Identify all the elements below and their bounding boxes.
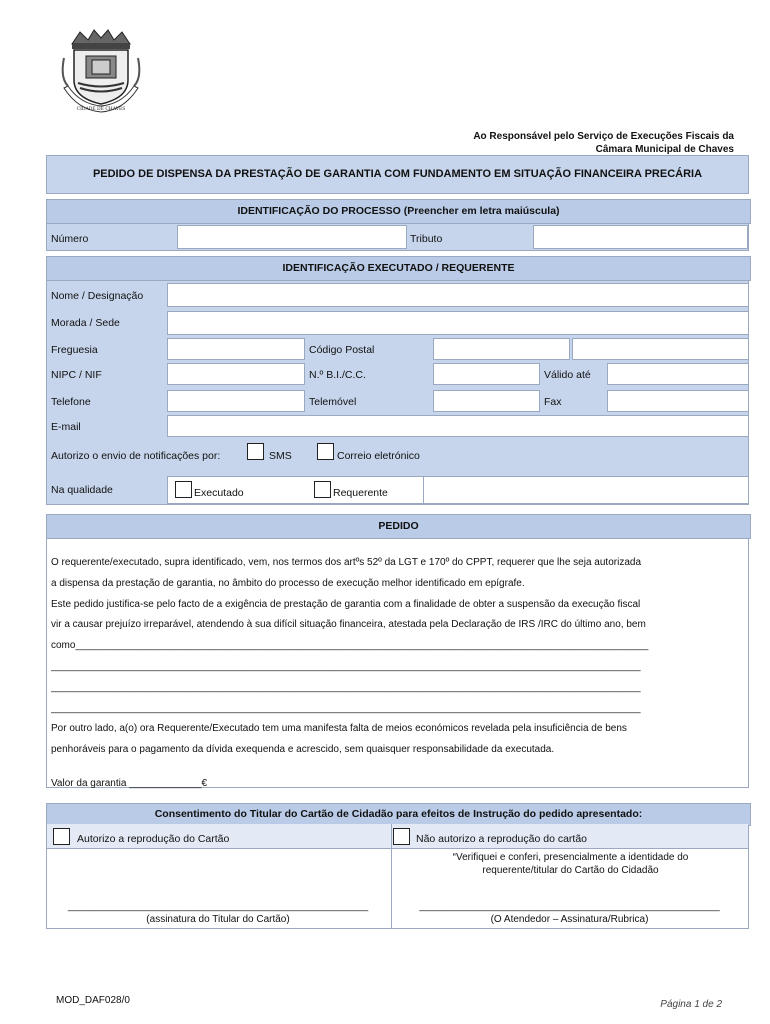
consent-divider: [391, 824, 392, 928]
email-field[interactable]: [167, 415, 749, 437]
autorizo-checkbox[interactable]: [53, 828, 70, 845]
form-title-text: PEDIDO DE DISPENSA DA PRESTAÇÃO DE GARANTIA COM FUNDAMENTO EM SITUAÇÃO FINANCEIRA PRECÁRIA: [92, 168, 703, 180]
form-code: MOD_DAF028/0: [56, 995, 130, 1006]
page-number: Página 1 de 2: [660, 999, 722, 1010]
fax-field[interactable]: [607, 390, 749, 412]
morada-label: Morada / Sede: [51, 317, 120, 329]
correio-checkbox[interactable]: [317, 443, 334, 460]
pedido-body: [51, 553, 748, 795]
pedido-line: vir a causar prejuízo irreparável, atendendo à sua difícil situação financeira, atestada pela Declaração de IRS /IRC do último ano, bem: [51, 619, 646, 631]
pedido-line: como_______________________________________________________________________________________________________: [51, 640, 649, 652]
valor-garantia: Valor da garantia _____________€: [51, 777, 208, 789]
nao-autorizo-checkbox[interactable]: [393, 828, 410, 845]
telemovel-field[interactable]: [433, 390, 540, 412]
bi-field[interactable]: [433, 363, 540, 385]
pedido-line: Este pedido justifica-se pelo facto de a exigência de prestação de garantia com a finalidade de obter a suspensão da execução fiscal: [51, 598, 641, 610]
codigo-postal-field-1[interactable]: [433, 338, 570, 360]
nao-autorizo-label: Não autorizo a reprodução do cartão: [416, 833, 588, 845]
consentimento-section: [46, 803, 749, 929]
signature-line-left: ______________________________________________________: [67, 901, 369, 912]
requerente-option-label: Requerente: [333, 487, 388, 499]
tributo-label: Tributo: [410, 233, 443, 245]
sms-checkbox[interactable]: [247, 443, 264, 460]
processo-header-text: IDENTIFICAÇÃO DO PROCESSO (Preencher em letra maiúscula): [237, 205, 560, 217]
valido-label: Válido até: [544, 369, 591, 381]
telemovel-label: Telemóvel: [309, 396, 357, 408]
executado-section: [46, 256, 749, 505]
signature-line-right: ______________________________________________________: [419, 901, 720, 912]
nome-label: Nome / Designação: [51, 290, 144, 302]
executado-option-label: Executado: [194, 487, 244, 499]
telefone-field[interactable]: [167, 390, 305, 412]
signature-left: [51, 900, 385, 926]
consentimento-header: [46, 803, 751, 826]
valido-field[interactable]: [607, 363, 749, 385]
pedido-line: __________________________________________________________________________________________________________: [51, 660, 641, 672]
consentimento-header-text: Consentimento do Titular do Cartão de Cidadão para efeitos de Instrução do pedido apresentado:: [154, 808, 643, 820]
requerente-checkbox[interactable]: [314, 481, 331, 498]
numero-field[interactable]: [177, 225, 407, 249]
executado-header: [46, 256, 751, 281]
municipal-coat-of-arms: [58, 28, 144, 118]
telefone-label: Telefone: [51, 396, 91, 408]
codigo-postal-label: Código Postal: [309, 344, 375, 356]
qualidade-label: Na qualidade: [51, 484, 113, 496]
executado-checkbox[interactable]: [175, 481, 192, 498]
addressee-line-1: Ao Responsável pelo Serviço de Execuções Fiscais da: [473, 131, 734, 142]
numero-label: Número: [51, 233, 89, 245]
verification-line-1: “Verifiquei e conferi, presencialmente a identidade do: [452, 852, 689, 863]
tributo-field[interactable]: [533, 225, 748, 249]
bi-label: N.º B.I./C.C.: [309, 369, 366, 381]
pedido-line: a dispensa da prestação de garantia, no âmbito do processo de execução melhor identificado em epígrafe.: [51, 577, 525, 589]
pedido-line: penhoráveis para o pagamento da dívida exequenda e acrescido, sem quaisquer responsabilidade da executada.: [51, 744, 555, 756]
pedido-line: Por outro lado, a(o) ora Requerente/Executado tem uma manifesta falta de meios económicos revelada pela insuficiência de bens: [51, 723, 627, 735]
autorizo-label: Autorizo a reprodução do Cartão: [77, 833, 230, 845]
nome-field[interactable]: [167, 283, 749, 307]
verification-note: [393, 851, 748, 877]
pedido-header-text: PEDIDO: [378, 520, 419, 532]
processo-section: [46, 199, 749, 251]
signature-caption-right: (O Atendedor – Assinatura/Rubrica): [490, 914, 649, 925]
freguesia-label: Freguesia: [51, 344, 98, 356]
addressee: [473, 130, 734, 156]
emblem-scroll-text: CIDADE DE CHAVES: [76, 107, 126, 112]
pedido-header: [46, 514, 751, 539]
correio-label: Correio eletrónico: [337, 450, 420, 462]
verification-line-2: requerente/titular do Cartão do Cidadão: [482, 865, 659, 876]
email-label: E-mail: [51, 421, 81, 433]
pedido-line: O requerente/executado, supra identificado, vem, nos termos dos artºs 52º da LGT e 170º do CPPT, requerer que lhe seja autorizada: [51, 557, 641, 568]
nipc-field[interactable]: [167, 363, 305, 385]
freguesia-field[interactable]: [167, 338, 305, 360]
morada-field[interactable]: [167, 311, 749, 335]
signature-right: [397, 900, 742, 926]
executado-header-text: IDENTIFICAÇÃO EXECUTADO / REQUERENTE: [282, 262, 515, 274]
qualidade-field: [167, 476, 749, 504]
notificacoes-label: Autorizo o envio de notificações por:: [51, 450, 221, 462]
fax-label: Fax: [544, 396, 562, 408]
pedido-line: __________________________________________________________________________________________________________: [51, 681, 641, 693]
codigo-postal-field-2[interactable]: [572, 338, 749, 360]
processo-header: [46, 199, 751, 224]
pedido-section: [46, 514, 749, 788]
sms-label: SMS: [269, 450, 292, 462]
nipc-label: NIPC / NIF: [51, 369, 102, 381]
addressee-line-2: Câmara Municipal de Chaves: [595, 144, 734, 155]
form-title: [46, 155, 749, 194]
pedido-line: __________________________________________________________________________________________________________: [51, 702, 641, 714]
qualidade-divider: [423, 476, 424, 504]
signature-caption-left: (assinatura do Titular do Cartão): [146, 914, 290, 925]
